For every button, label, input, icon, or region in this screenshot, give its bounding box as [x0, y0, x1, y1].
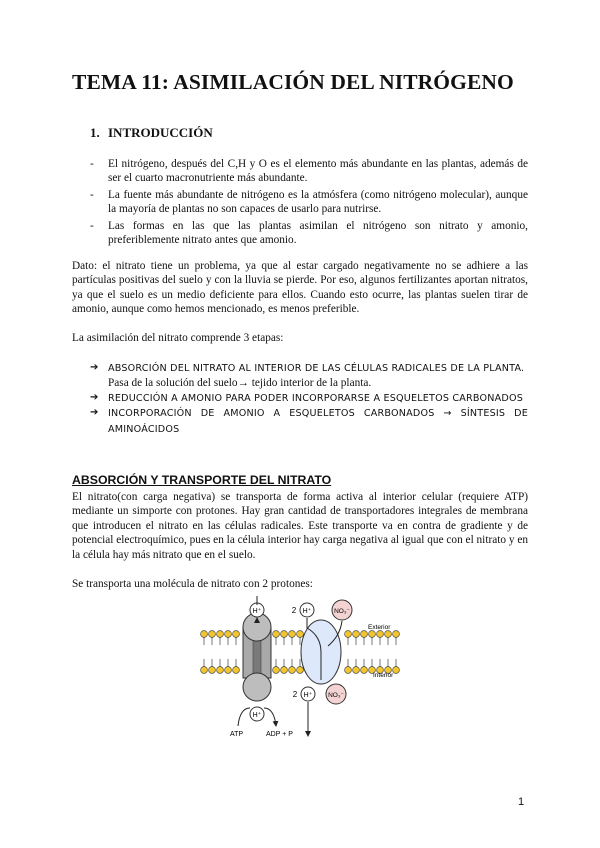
lipid-head — [201, 667, 208, 674]
page-number: 1 — [518, 796, 525, 808]
lipid-head — [377, 631, 384, 638]
lipid-head — [281, 667, 288, 674]
proton-label: H⁺ — [252, 712, 262, 719]
stage-text: REDUCCIÓN A AMONIO PARA PODER INCORPORARSE A ESQUELETOS CARBONADOS — [108, 392, 524, 404]
transport-paragraph: El nitrato(con carga negativa) se transporta de forma activa al interior celular (requiere ATP) mediante un simporte con protones. Hay gran cantidad de transportadores integrales de membrana que introducen el nitrato en las células radicales. Este transporte va en contra de gradiente y de potencial electroquímico, pues en la célula interior hay carga negativa al igual que con el nitrato y en la célula hay más nitrato que en el suelo. — [72, 491, 528, 561]
lipid-head — [225, 631, 232, 638]
exterior-label: Exterior — [368, 624, 391, 631]
lipid-head — [281, 631, 288, 638]
lipid-head — [361, 631, 368, 638]
atp-arrow — [238, 708, 250, 726]
atp-label: ATP — [230, 731, 244, 738]
section-heading-intro — [90, 125, 213, 141]
lipid-head — [297, 631, 304, 638]
list-item: - La fuente más abundante de nitrógeno es la atmósfera (como nitrógeno molecular), aunque la mayoría de plantas no son capaces de usarlo para nutrirse. — [90, 188, 528, 217]
lipid-head — [345, 667, 352, 674]
stages-intro: La asimilación del nitrato comprende 3 etapas: — [72, 332, 284, 344]
page-title: TEMA 11: ASIMILACIÓN DEL NITRÓGENO — [72, 70, 514, 94]
adp-arrow — [264, 708, 276, 726]
section-heading-transport: ABSORCIÓN Y TRANSPORTE DEL NITRATO — [72, 473, 332, 487]
lipid-head — [217, 667, 224, 674]
list-item: - El nitrógeno, después del C,H y O es el elemento más abundante en las plantas, además de ser el cuarto macronutriente más abundante. — [90, 157, 528, 186]
proton-label: H⁺ — [252, 608, 262, 615]
dato-paragraph: Dato: el nitrato tiene un problema, ya que al estar cargado negativamente no se adhiere a las partículas positivas del suelo y con la lluvia se pierde. Por eso, algunos fertilizantes aportan nitratos, ya que el suelo es un medio deficiente para ellos. Cuando esto ocurre, las plantas suelen tirar de amonio, aunque como hemos mencionado, es menos preferible. — [72, 260, 528, 316]
lipid-head — [353, 667, 360, 674]
lipid-head — [273, 631, 280, 638]
stage-note: Pasa de la solución del suelo→ tejido interior de la planta. — [108, 377, 372, 390]
diagram-intro: Se transporta una molécula de nitrato con 2 protones: — [72, 578, 313, 590]
stage-item — [90, 361, 528, 376]
lipid-head — [209, 667, 216, 674]
stages-list — [90, 361, 528, 437]
section-title: INTRODUCCIÓN — [108, 125, 213, 140]
lipid-head — [225, 667, 232, 674]
stage-text: ABSORCIÓN DEL NITRATO AL INTERIOR DE LAS CÉLULAS RADICALES DE LA PLANTA. — [108, 363, 525, 374]
membrane-bottom-layer — [201, 659, 400, 673]
lipid-head — [201, 631, 208, 638]
arrow-icon: ➔ — [90, 391, 99, 403]
lipid-head — [289, 631, 296, 638]
lipid-head — [393, 631, 400, 638]
list-item: - Las formas en las que las plantas asimilan el nitrógeno son nitrato y amonio, preferiblemente nitrato antes que amonio. — [90, 219, 528, 248]
adp-label: ADP + P — [266, 731, 293, 738]
lipid-head — [233, 667, 240, 674]
lipid-head — [345, 631, 352, 638]
stage-text: INCORPORACIÓN DE AMONIO A ESQUELETOS CARBONADOS → SÍNTESIS DE AMINOÁCIDOS — [108, 408, 528, 435]
nitrate-label: NO₃⁻ — [334, 608, 350, 615]
lipid-head — [289, 667, 296, 674]
proton-count: 2 — [292, 690, 298, 699]
lipid-head — [393, 667, 400, 674]
nitrate-transport-diagram — [200, 596, 410, 746]
lipid-head — [217, 631, 224, 638]
lipid-head — [361, 667, 368, 674]
section-number: 1. — [90, 125, 100, 140]
stage-item — [90, 391, 528, 406]
lipid-head — [385, 631, 392, 638]
arrow-icon: ➔ — [90, 407, 99, 419]
stage-item — [90, 406, 528, 437]
lipid-head — [369, 631, 376, 638]
lipid-head — [273, 667, 280, 674]
membrane-top-layer — [201, 631, 400, 645]
pump-bottom-domain — [243, 673, 271, 701]
proton-label: H⁺ — [302, 608, 312, 615]
arrow-icon: ➔ — [90, 362, 99, 373]
intro-list — [90, 157, 528, 249]
proton-label: H⁺ — [303, 692, 313, 699]
lipid-head — [233, 631, 240, 638]
lipid-head — [209, 631, 216, 638]
lipid-head — [297, 667, 304, 674]
proton-count: 2 — [291, 606, 297, 615]
nitrate-label: NO₃⁻ — [328, 692, 344, 699]
lipid-head — [353, 631, 360, 638]
interior-label: Interior — [373, 672, 394, 679]
